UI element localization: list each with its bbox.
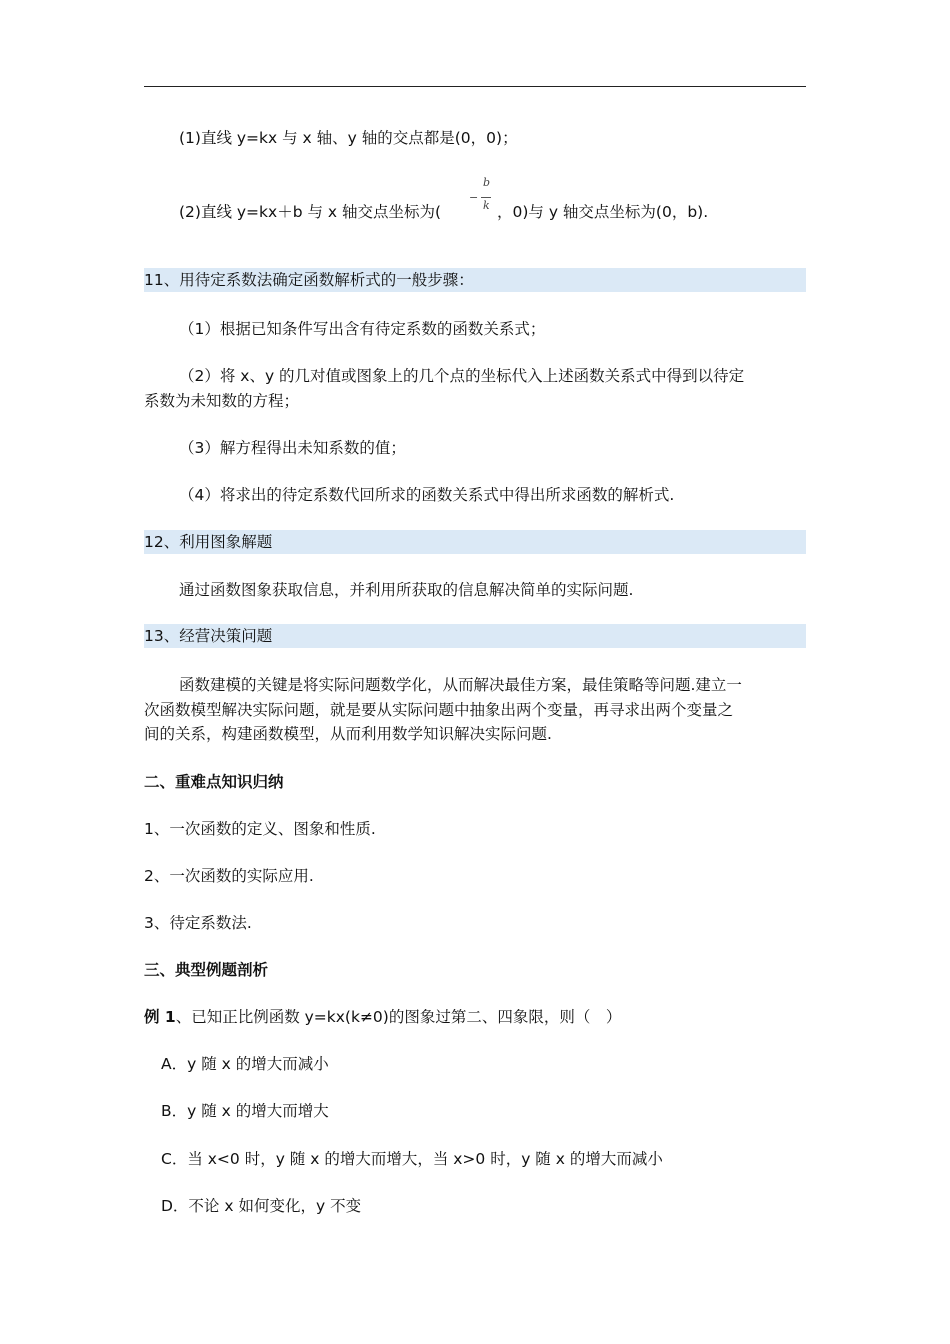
fraction-denominator: k [483, 199, 490, 212]
step-1: （1）根据已知条件写出含有待定系数的函数关系式； [179, 320, 546, 338]
step-4: （4）将求出的待定系数代回所求的函数关系式中得出所求函数的解析式. [179, 486, 675, 504]
step-2-line-1: （2）将 x、y 的几对值或图象上的几个点的坐标代入上述函数关系式中得到以待定 [179, 367, 745, 385]
step-2-line-2: 系数为未知数的方程； [144, 392, 300, 410]
fraction-bar [481, 197, 491, 198]
option-a: A．y 随 x 的增大而减小 [161, 1055, 329, 1073]
fraction-minus: − [469, 191, 479, 204]
section-12-body: 通过函数图象获取信息，并利用所获取的信息解决简单的实际问题. [179, 581, 634, 599]
part-2-heading: 二、重难点知识归纳 [144, 773, 284, 791]
section-12-heading-text: 12、利用图象解题 [144, 533, 273, 551]
example-1-label: 例 1 [144, 1008, 176, 1026]
section-13-heading-text: 13、经营决策问题 [144, 627, 273, 645]
section-13-line-2: 次函数模型解决实际问题，就是要从实际问题中抽象出两个变量，再寻求出两个变量之 [144, 701, 734, 719]
section-11-heading-text: 11、用待定系数法确定函数解析式的一般步骤： [144, 271, 474, 289]
example-1-question [144, 1007, 621, 1027]
step-3: （3）解方程得出未知系数的值； [179, 439, 406, 457]
section-12-heading [144, 530, 806, 554]
key-point-3: 3、待定系数法. [144, 914, 252, 932]
key-point-1: 1、一次函数的定义、图象和性质. [144, 820, 376, 838]
key-point-2: 2、一次函数的实际应用. [144, 867, 314, 885]
intersection-item-2-suffix: ，0)与 y 轴交点坐标为(0，b). [497, 203, 709, 221]
fraction-numerator: b [483, 176, 491, 189]
section-13-line-3: 间的关系，构建函数模型，从而利用数学知识解决实际问题. [144, 725, 552, 743]
part-3-heading: 三、典型例题剖析 [144, 961, 269, 979]
intersection-item-1: (1)直线 y=kx 与 x 轴、y 轴的交点都是(0，0)； [179, 129, 518, 147]
option-d: D．不论 x 如何变化，y 不变 [161, 1197, 362, 1215]
header-rule [144, 86, 806, 87]
example-1-text: 、已知正比例函数 y=kx(k≠0)的图象过第二、四象限，则（ ） [175, 1008, 622, 1026]
option-b: B．y 随 x 的增大而增大 [161, 1102, 329, 1120]
option-c: C．当 x<0 时，y 随 x 的增大而增大，当 x>0 时，y 随 x 的增大而减小 [161, 1150, 663, 1168]
section-11-heading [144, 268, 806, 292]
intersection-item-2-prefix: (2)直线 y=kx＋b 与 x 轴交点坐标为( [179, 203, 442, 221]
section-13-line-1: 函数建模的关键是将实际问题数学化，从而解决最佳方案，最佳策略等问题.建立一 [179, 676, 742, 694]
section-13-heading [144, 624, 806, 648]
fraction-minus-b-over-k [469, 176, 493, 220]
